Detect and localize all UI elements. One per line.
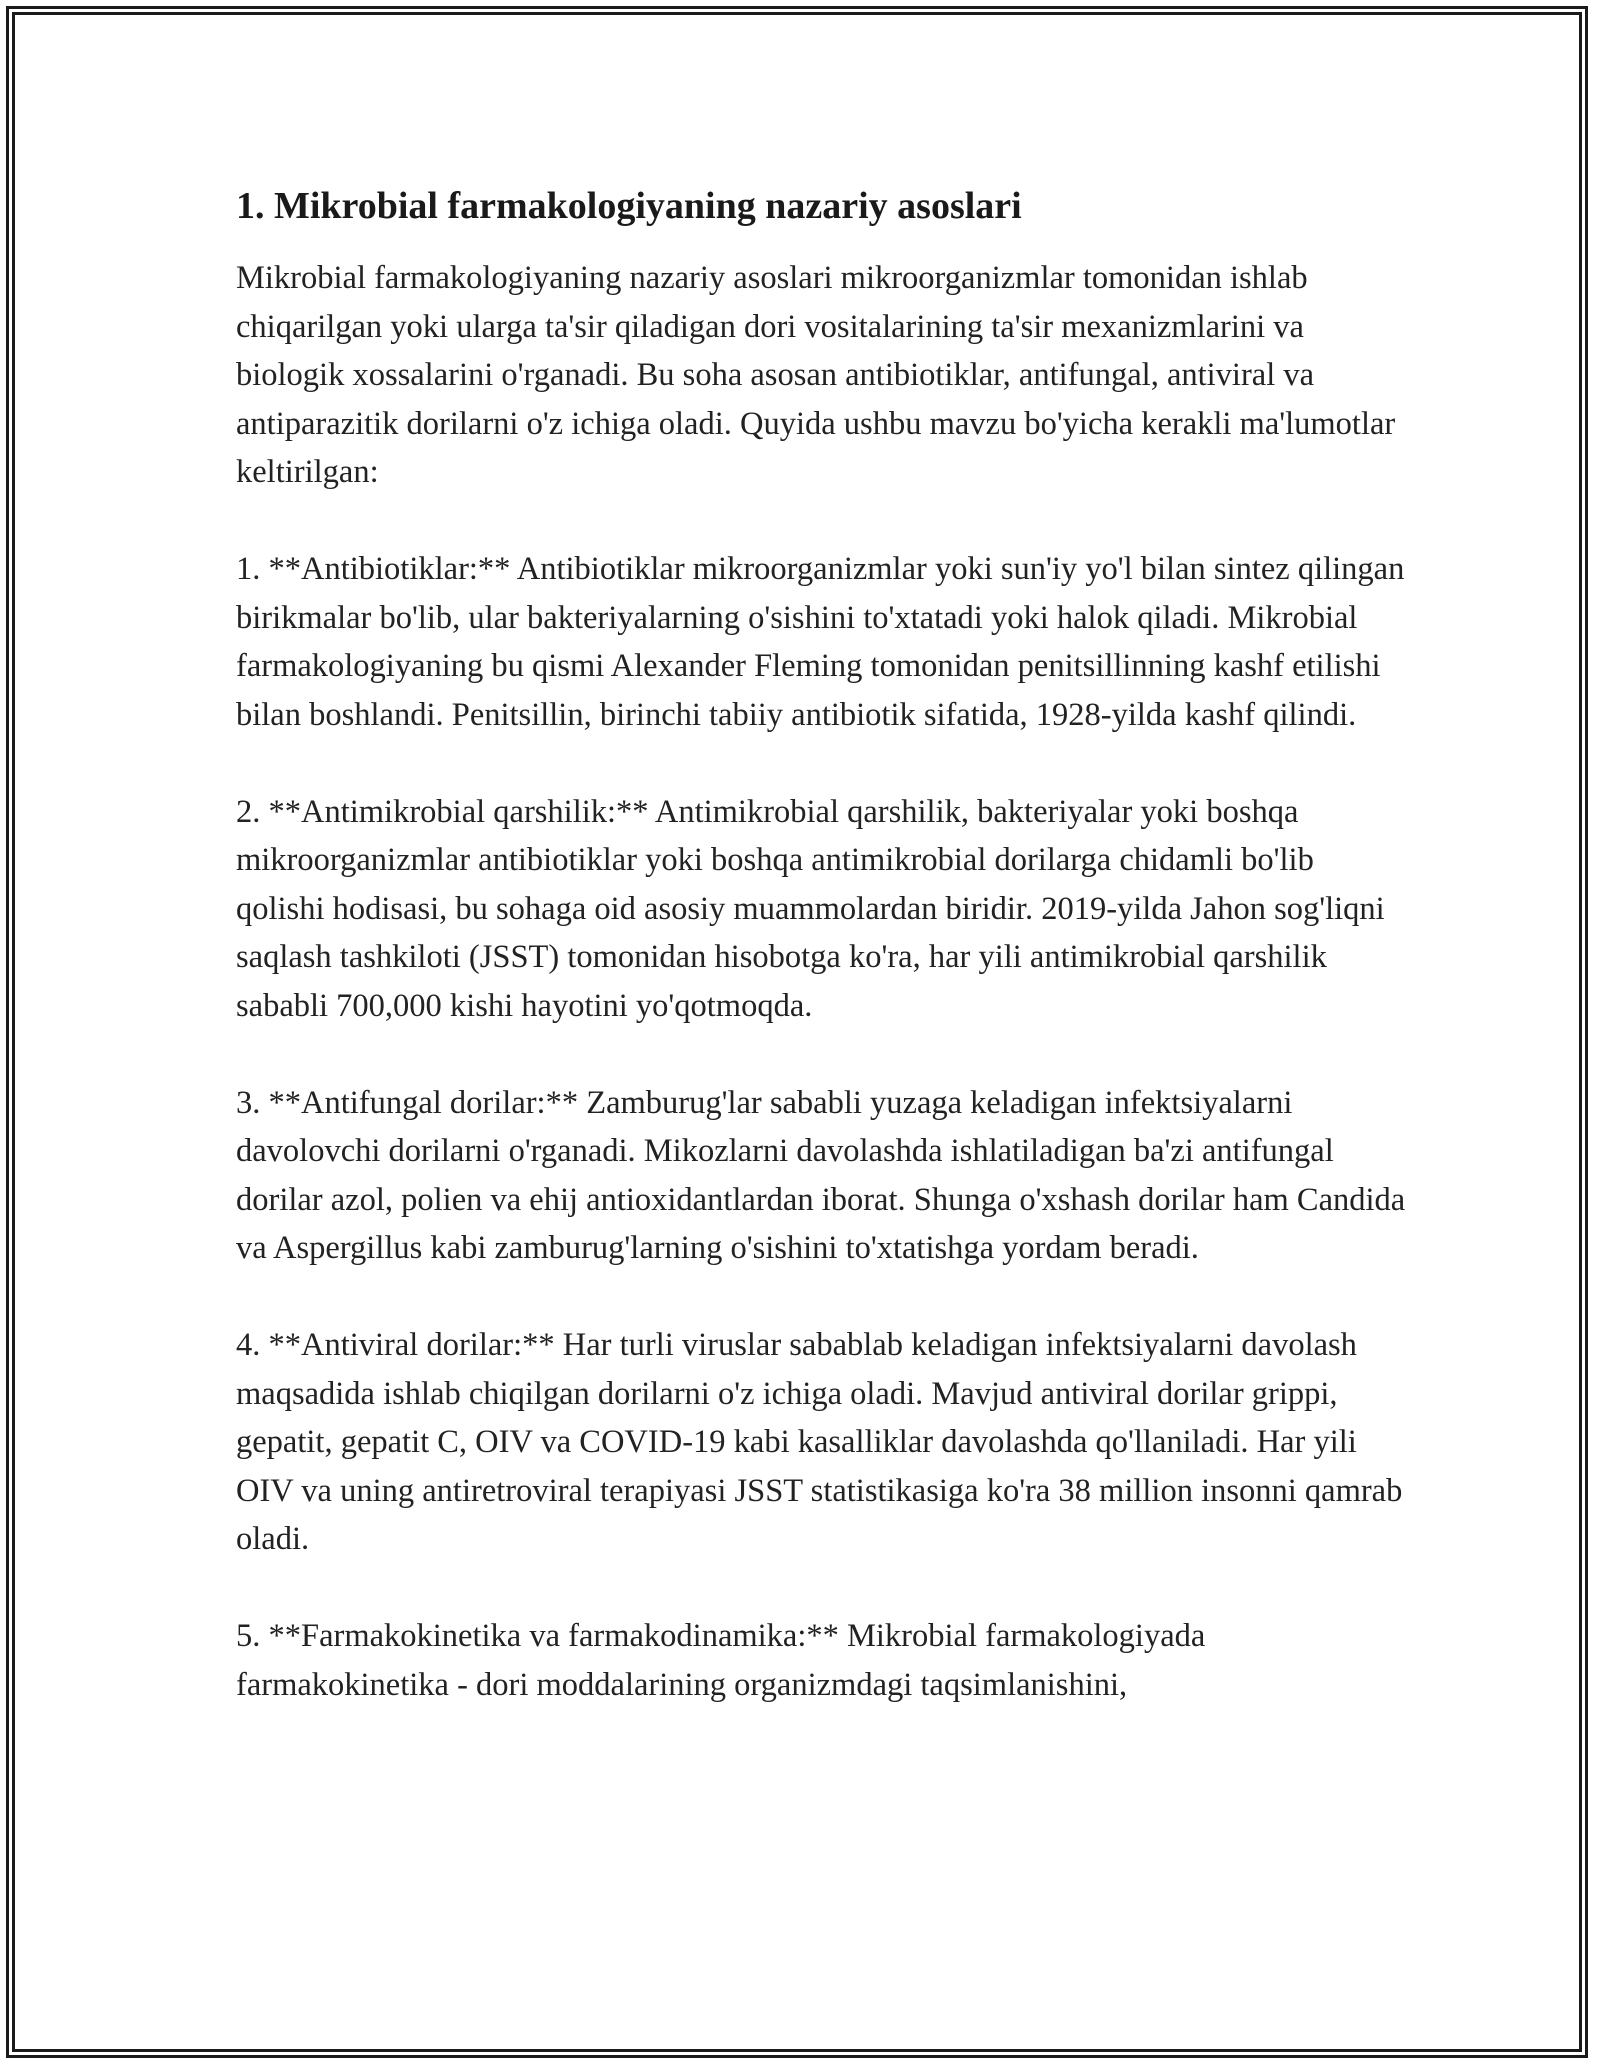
intro-paragraph: Mikrobial farmakologiyaning nazariy asoslari mikroorganizmlar tomonidan ishlab chiqarilgan yoki ularga ta'sir qiladigan dori vositalarining ta'sir mexanizmlarini va biologik xossalarini o'rganadi. Bu soha asosan antibiotiklar, antifungal, antiviral va antiparazitik dorilarni o'z ichiga oladi. Quyida ushbu mavzu bo'yicha kerakli ma'lumotlar keltirilgan:: [236, 260, 1396, 490]
list-item-antiviral: 4. **Antiviral dorilar:** Har turli viruslar sabablab keladigan infektsiyalarni davolash maqsadida ishlab chiqilgan dorilarni o'z ichiga oladi. Mavjud antiviral dorilar grippi, gepatit, gepatit C, OIV va COVID-19 kabi kasalliklar davolashda qo'llaniladi. Har yili OIV va uning antiretroviral terapiyasi JSST statistikasiga ko'ra 38 million insonni qamrab oladi.: [236, 1327, 1403, 1557]
document-title: 1. Mikrobial farmakologiyaning nazariy asoslari: [236, 185, 1022, 227]
list-item-antibiotics: 1. **Antibiotiklar:** Antibiotiklar mikroorganizmlar yoki sun'iy yo'l bilan sintez qilingan birikmalar bo'lib, ular bakteriyalarning o'sishini to'xtatadi yoki halok qiladi. Mikrobial farmakologiyaning bu qismi Alexander Fleming tomonidan penitsillinning kashf etilishi bilan boshlandi. Penitsillin, birinchi tabiiy antibiotik sifatida, 1928-yilda kashf qilindi.: [236, 551, 1405, 733]
document-body: [236, 182, 1406, 1758]
list-item-antifungal: 3. **Antifungal dorilar:** Zamburug'lar sababli yuzaga keladigan infektsiyalarni davolovchi dorilarni o'rganadi. Mikozlarni davolashda ishlatiladigan ba'zi antifungal dorilar azol, polien va ehij antioxidantlardan iborat. Shunga o'xshash dorilar ham Candida va Aspergillus kabi zamburug'larning o'sishini to'xtatishga yordam beradi.: [236, 1084, 1406, 1266]
list-item-pharmacokinetics: 5. **Farmakokinetika va farmakodinamika:** Mikrobial farmakologiyada farmakokinetika - dori moddalarining organizmdagi taqsimlanishini,: [236, 1618, 1206, 1703]
list-item-antimicrobial-resistance: 2. **Antimikrobial qarshilik:** Antimikrobial qarshilik, bakteriyalar yoki boshqa mikroorganizmlar antibiotiklar yoki boshqa antimikrobial dorilarga chidamli bo'lib qolishi hodisasi, bu sohaga oid asosiy muammolardan biridir. 2019-yilda Jahon sog'liqni saqlash tashkiloti (JSST) tomonidan hisobotga ko'ra, har yili antimikrobial qarshilik sababli 700,000 kishi hayotini yo'qotmoqda.: [236, 793, 1385, 1024]
